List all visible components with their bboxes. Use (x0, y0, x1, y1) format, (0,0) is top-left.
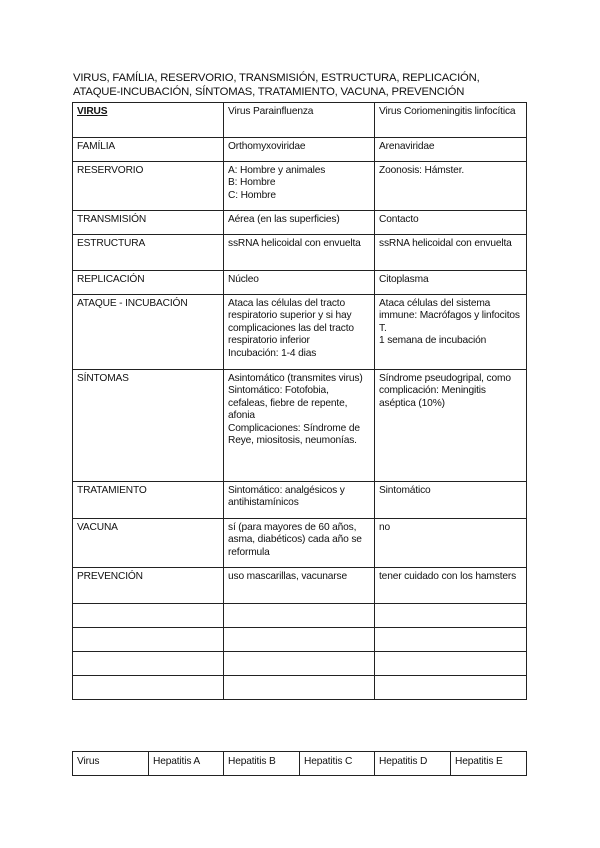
table-cell: ssRNA helicoidal con envuelta (224, 235, 375, 271)
table-cell: Ataca células del sistema immune: Macrófagos y linfocitos T. 1 semana de incubación (375, 295, 527, 370)
table-cell: no (375, 519, 527, 568)
empty-cell (224, 628, 375, 652)
header-cell: VIRUS (73, 103, 224, 138)
empty-cell (224, 604, 375, 628)
hepatitis-cell: Virus (73, 752, 149, 776)
empty-cell (224, 676, 375, 700)
table-cell: ssRNA helicoidal con envuelta (375, 235, 527, 271)
row-label: TRATAMIENTO (73, 482, 224, 519)
row-label: FAMÍLIA (73, 138, 224, 162)
table-row (73, 162, 527, 211)
table-cell: Asintomático (transmites virus) Sintomático: Fotofobia, cefaleas, fiebre de repente, afonia Complicaciones: Síndrome de Reye, miositosis, neumonías. (224, 370, 375, 482)
hepatitis-cell: Hepatitis D (375, 752, 451, 776)
table-row (73, 482, 527, 519)
table-header-row (73, 103, 527, 138)
hepatitis-cell: Hepatitis C (300, 752, 375, 776)
table-row (73, 295, 527, 370)
virus-comparison-table (72, 102, 527, 700)
empty-cell (73, 652, 224, 676)
table-cell: Núcleo (224, 271, 375, 295)
row-label: ESTRUCTURA (73, 235, 224, 271)
table-row (73, 519, 527, 568)
row-label: RESERVORIO (73, 162, 224, 211)
table-cell: Sintomático: analgésicos y antihistamínicos (224, 482, 375, 519)
table-row (73, 211, 527, 235)
heading-line-2: ATAQUE-INCUBACIÓN, SÍNTOMAS, TRATAMIENTO, VACUNA, PREVENCIÓN (73, 86, 465, 98)
table-row (73, 235, 527, 271)
hepatitis-header-row (73, 752, 527, 776)
empty-cell (73, 604, 224, 628)
table-row (73, 370, 527, 482)
row-label: SÍNTOMAS (73, 370, 224, 482)
table-cell: Síndrome pseudogripal, como complicación: Meningitis aséptica (10%) (375, 370, 527, 482)
hepatitis-cell: Hepatitis A (149, 752, 224, 776)
header-cell: Virus Coriomeningitis linfocítica (375, 103, 527, 138)
table-row (73, 568, 527, 604)
empty-row (73, 628, 527, 652)
table-cell: Aérea (en las superficies) (224, 211, 375, 235)
table-cell: sí (para mayores de 60 años, asma, diabéticos) cada año se reformula (224, 519, 375, 568)
table-cell: Ataca las células del tracto respiratorio superior y si hay complicaciones las del tracto respiratorio inferior Incubación: 1-4 dias (224, 295, 375, 370)
row-label: REPLICACIÓN (73, 271, 224, 295)
empty-cell (375, 676, 527, 700)
table-cell: tener cuidado con los hamsters (375, 568, 527, 604)
empty-cell (224, 652, 375, 676)
table-cell: Orthomyxoviridae (224, 138, 375, 162)
table-cell: uso mascarillas, vacunarse (224, 568, 375, 604)
table-cell: Zoonosis: Hámster. (375, 162, 527, 211)
table-cell: Sintomático (375, 482, 527, 519)
hepatitis-cell: Hepatitis E (451, 752, 527, 776)
table-cell: Citoplasma (375, 271, 527, 295)
table-cell: A: Hombre y animales B: Hombre C: Hombre (224, 162, 375, 211)
row-label: VACUNA (73, 519, 224, 568)
empty-cell (73, 676, 224, 700)
document-heading (73, 71, 533, 99)
row-label: TRANSMISIÓN (73, 211, 224, 235)
heading-line-1: VIRUS, FAMÍLIA, RESERVORIO, TRANSMISIÓN, ESTRUCTURA, REPLICACIÓN, (73, 72, 480, 84)
empty-row (73, 676, 527, 700)
empty-cell (375, 652, 527, 676)
empty-cell (375, 604, 527, 628)
row-label: ATAQUE - INCUBACIÓN (73, 295, 224, 370)
hepatitis-table (72, 751, 527, 776)
table-row (73, 271, 527, 295)
table-cell: Contacto (375, 211, 527, 235)
empty-cell (73, 628, 224, 652)
empty-row (73, 652, 527, 676)
row-label: PREVENCIÓN (73, 568, 224, 604)
table-row (73, 138, 527, 162)
hepatitis-cell: Hepatitis B (224, 752, 300, 776)
empty-cell (375, 628, 527, 652)
empty-row (73, 604, 527, 628)
table-cell: Arenaviridae (375, 138, 527, 162)
header-cell: Virus Parainfluenza (224, 103, 375, 138)
